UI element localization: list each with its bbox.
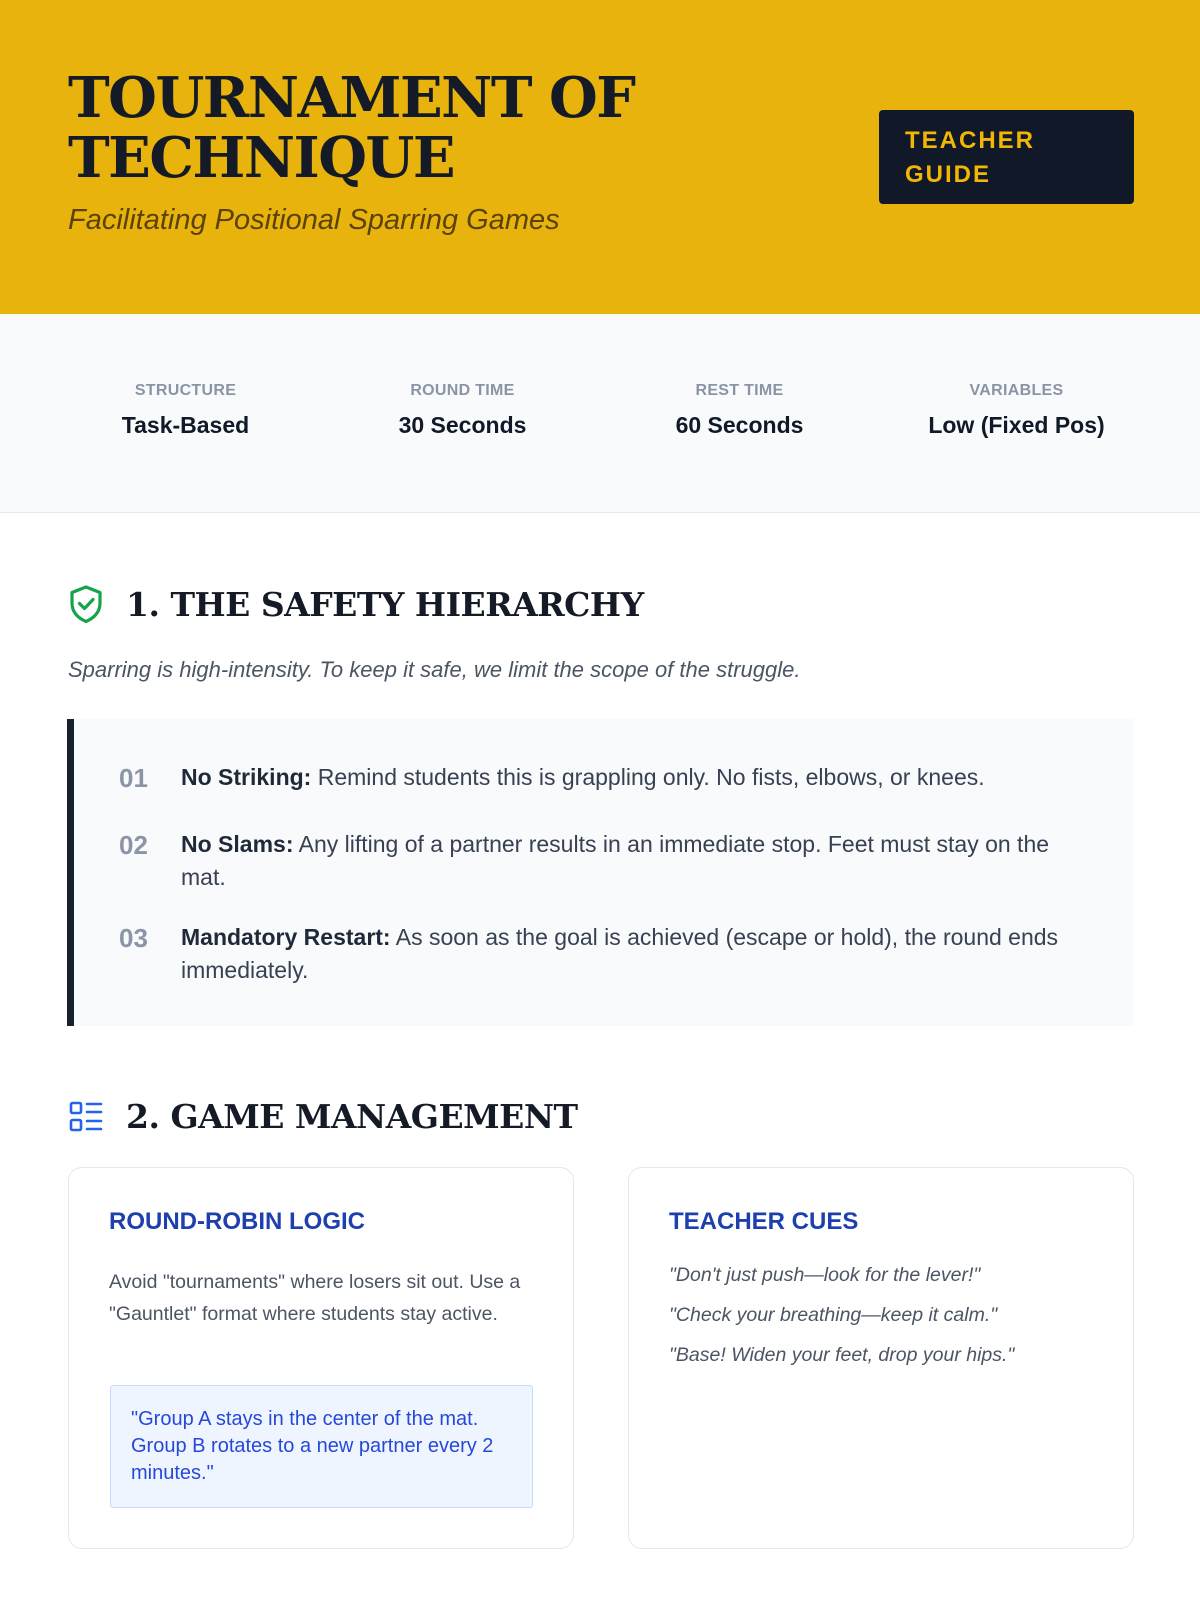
example-quote: "Group A stays in the center of the mat. Group B rotates to a new partner every 2 minutes." <box>110 1385 533 1508</box>
stat-value: 30 Seconds <box>398 412 527 438</box>
stat-label: STRUCTURE <box>134 382 237 399</box>
stat-value: Low (Fixed Pos) <box>928 412 1105 438</box>
stat-round-time <box>324 382 601 439</box>
card-title: ROUND-ROBIN LOGIC <box>109 1208 365 1235</box>
cue-item: "Base! Widen your feet, drop your hips." <box>669 1344 1015 1366</box>
section-title: 1. THE SAFETY HIERARCHY <box>126 584 644 624</box>
page-subtitle: Facilitating Positional Sparring Games <box>68 204 560 236</box>
page-title: TOURNAMENT OF TECHNIQUE <box>68 65 635 191</box>
stat-label: REST TIME <box>695 382 784 399</box>
stat-label: VARIABLES <box>969 382 1064 399</box>
rule-item <box>119 921 1079 987</box>
rule-title: Mandatory Restart: <box>181 924 391 950</box>
rule-title: No Slams: <box>181 831 294 857</box>
rule-number: 02 <box>119 830 148 860</box>
safety-intro: Sparring is high-intensity. To keep it safe, we limit the scope of the struggle. <box>68 657 801 682</box>
header-banner <box>0 0 1200 314</box>
safety-rules-box <box>67 719 1134 1026</box>
rule-item <box>119 828 1079 894</box>
stat-structure <box>47 382 324 439</box>
stat-variables <box>878 382 1155 439</box>
card-title: TEACHER CUES <box>669 1208 859 1235</box>
rule-text <box>181 921 1079 987</box>
rule-number: 03 <box>119 923 148 953</box>
safety-section-heading <box>68 584 644 624</box>
rule-text <box>181 828 1079 894</box>
cue-item: "Check your breathing—keep it calm." <box>669 1304 998 1326</box>
rule-text <box>181 761 985 795</box>
rule-number: 01 <box>119 763 148 793</box>
card-text: Avoid "tournaments" where losers sit out. Use a "Gauntlet" format where students stay active. <box>109 1271 521 1325</box>
stats-bar <box>0 314 1200 513</box>
section-title: 2. GAME MANAGEMENT <box>126 1097 578 1136</box>
round-robin-card <box>68 1167 574 1549</box>
management-section-heading <box>68 1097 578 1136</box>
cue-item: "Don't just push—look for the lever!" <box>669 1264 981 1286</box>
teacher-guide-badge: TEACHER GUIDE <box>879 110 1134 204</box>
rule-body: As soon as the goal is achieved (escape or hold), the round ends immediately. <box>181 924 1059 983</box>
shield-check-icon <box>68 584 104 624</box>
checklist-icon <box>68 1099 104 1135</box>
rule-body: Any lifting of a partner results in an immediate stop. Feet must stay on the mat. <box>181 831 1050 890</box>
stat-value: Task-Based <box>121 412 250 438</box>
teacher-cues-card <box>628 1167 1134 1549</box>
stat-value: 60 Seconds <box>675 412 804 438</box>
stat-label: ROUND TIME <box>410 382 515 399</box>
rule-item <box>119 761 1079 795</box>
rule-title: No Striking: <box>181 764 312 790</box>
rule-body: Remind students this is grappling only. No fists, elbows, or knees. <box>311 764 985 790</box>
stat-rest-time <box>601 382 878 439</box>
